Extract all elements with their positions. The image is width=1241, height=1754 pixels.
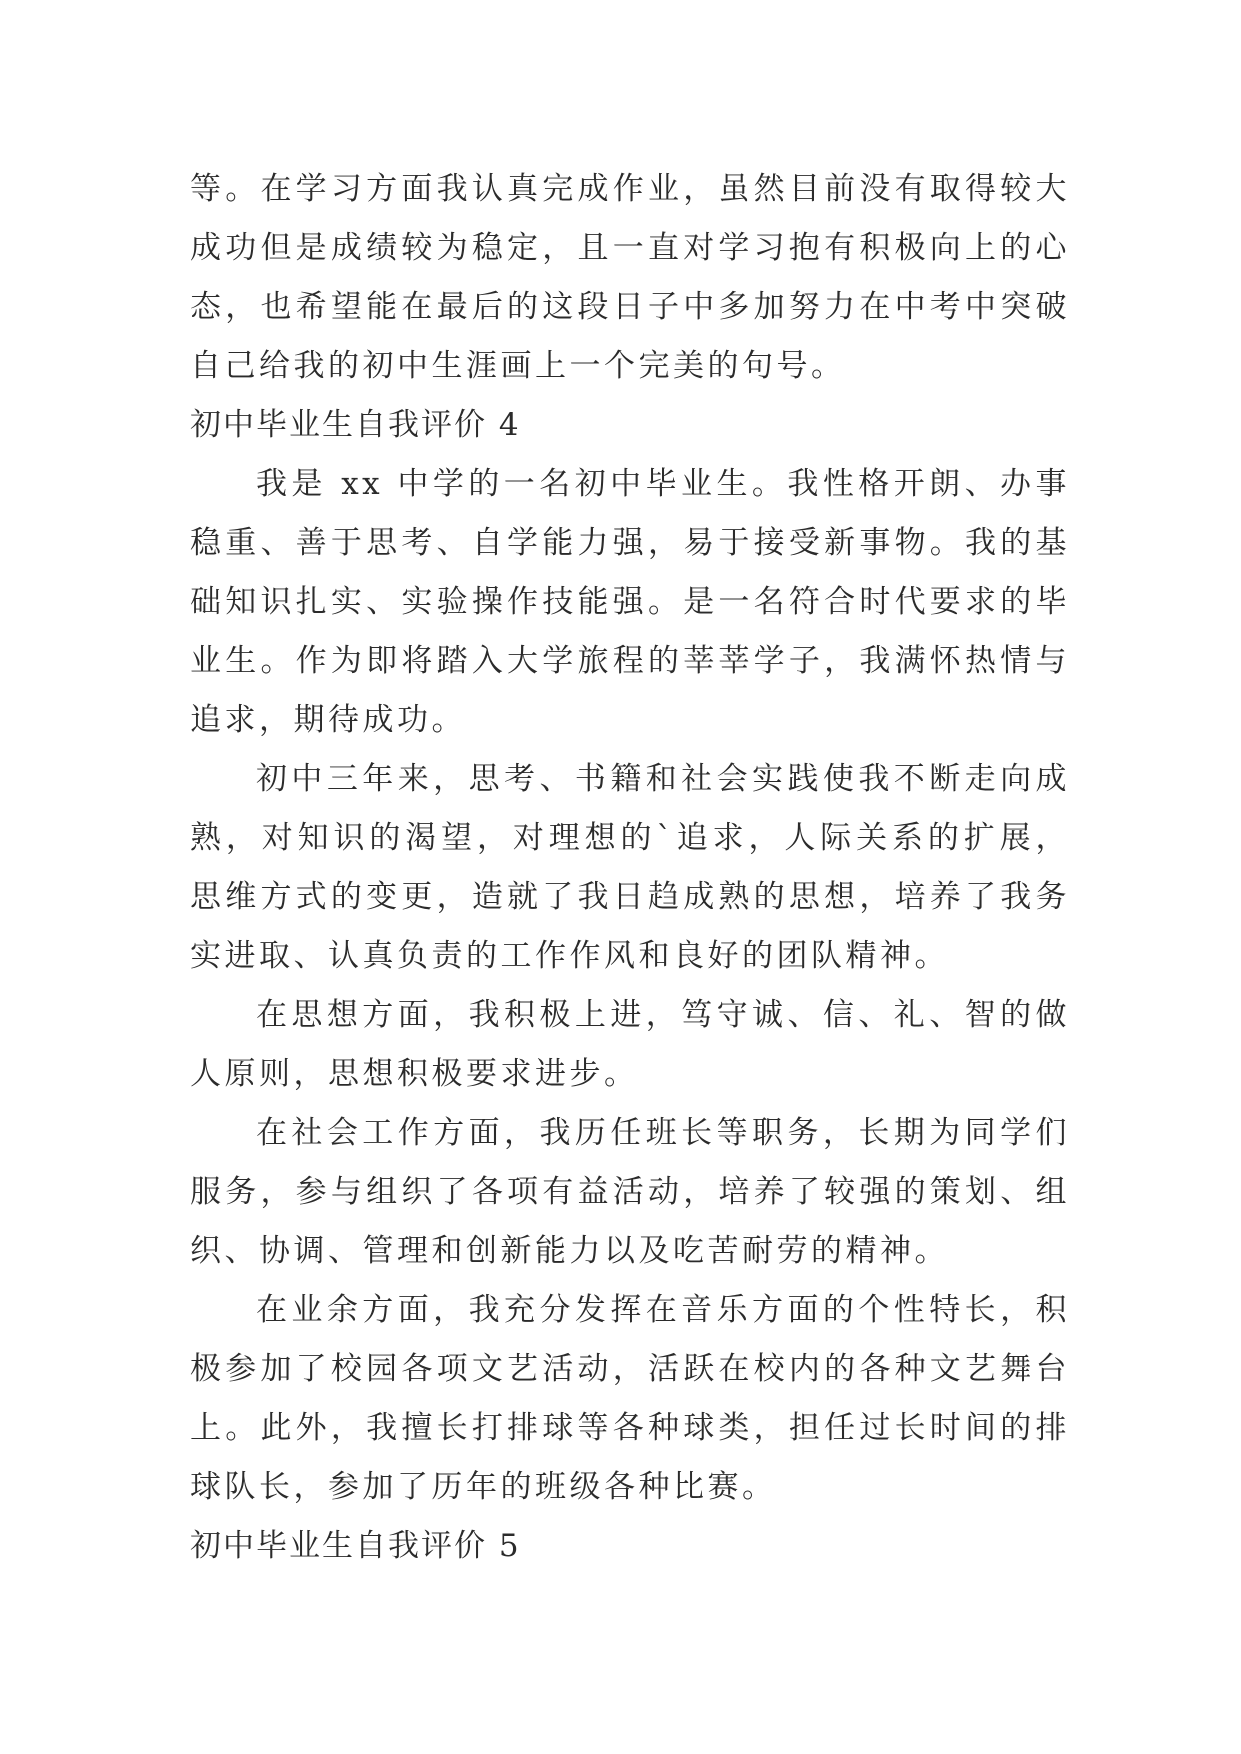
section-4-paragraph-4: 在社会工作方面，我历任班长等职务，长期为同学们服务，参与组织了各项有益活动，培养了较强的策划、组织、协调、管理和创新能力以及吃苦耐劳的精神。 — [190, 1115, 1070, 1269]
section-4-paragraph-3: 在思想方面，我积极上进，笃守诚、信、礼、智的做人原则，思想积极要求进步。 — [190, 997, 1070, 1092]
document-body — [190, 160, 1070, 1576]
continuation-paragraph: 等。在学习方面我认真完成作业，虽然目前没有取得较大成功但是成绩较为稳定，且一直对学习抱有积极向上的心态，也希望能在最后的这段日子中多加努力在中考中突破自己给我的初中生涯画上一个完美的句号。 — [190, 171, 1070, 384]
section-4-paragraph-5: 在业余方面，我充分发挥在音乐方面的个性特长，积极参加了校园各项文艺活动，活跃在校内的各种文艺舞台上。此外，我擅长打排球等各种球类，担任过长时间的排球队长，参加了历年的班级各种比赛。 — [190, 1292, 1070, 1505]
section-4-paragraph-1: 我是 xx 中学的一名初中毕业生。我性格开朗、办事稳重、善于思考、自学能力强，易于接受新事物。我的基础知识扎实、实验操作技能强。是一名符合时代要求的毕业生。作为即将踏入大学旅程的莘莘学子，我满怀热情与追求，期待成功。 — [190, 466, 1070, 738]
section-5-heading: 初中毕业生自我评价 5 — [190, 1528, 521, 1564]
section-4-paragraph-2: 初中三年来，思考、书籍和社会实践使我不断走向成熟，对知识的渴望，对理想的`追求，人际关系的扩展，思维方式的变更，造就了我日趋成熟的思想，培养了我务实进取、认真负责的工作作风和良好的团队精神。 — [190, 761, 1070, 974]
section-4-heading: 初中毕业生自我评价 4 — [190, 407, 521, 443]
